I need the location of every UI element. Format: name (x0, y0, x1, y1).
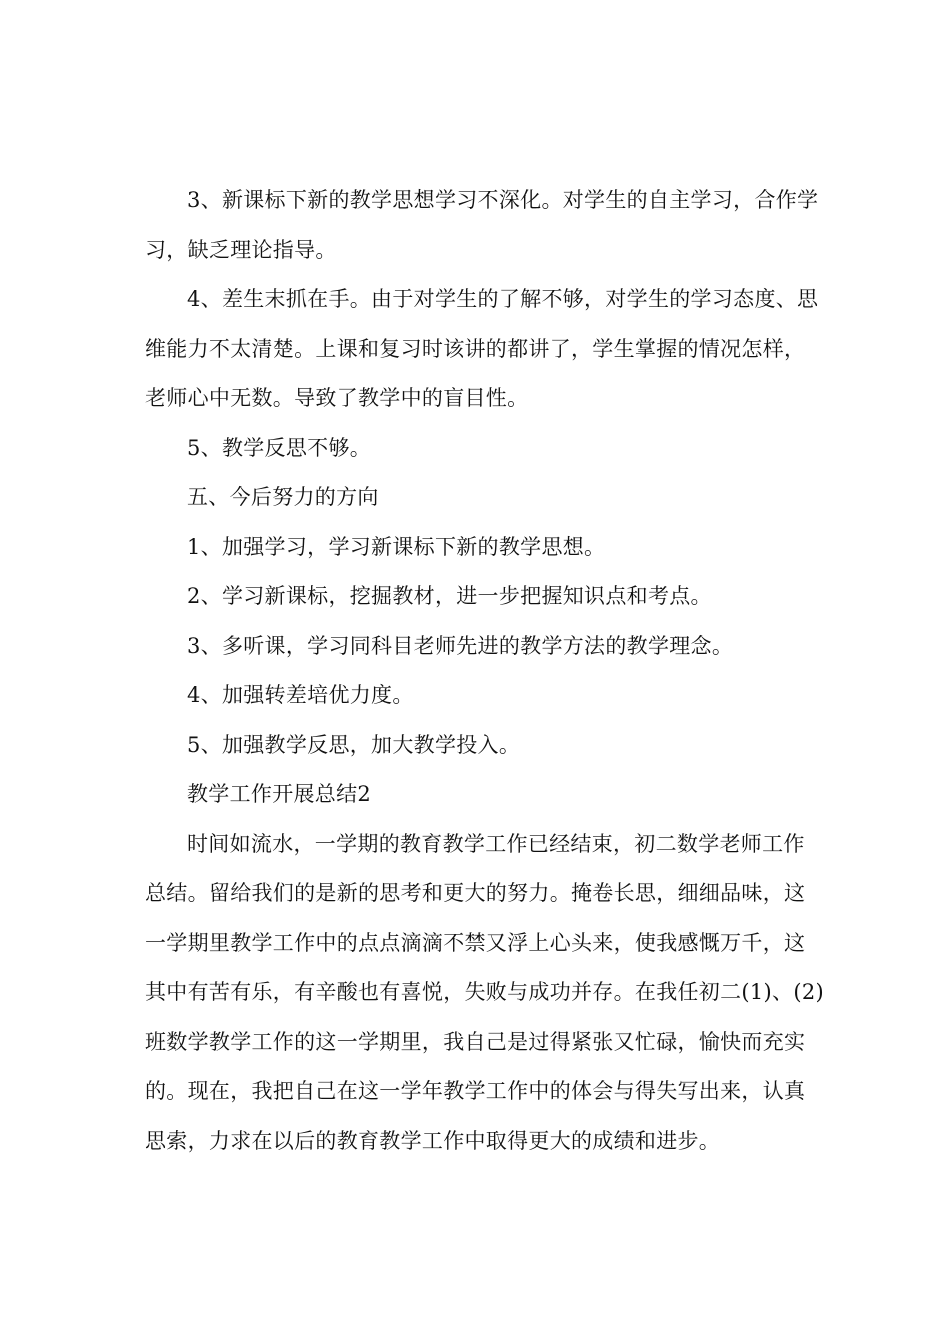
paragraph-shortcoming-3: 3、新课标下新的教学思想学习不深化。对学生的自主学习，合作学习，缺乏理论指导。 (145, 188, 819, 262)
paragraph-direction-3: 3、多听课，学习同科目老师先进的教学方法的教学理念。 (187, 633, 734, 658)
paragraph-direction-5: 5、加强教学反思，加大教学投入。 (187, 732, 521, 757)
paragraph-shortcoming-5: 5、教学反思不够。 (187, 435, 372, 460)
paragraph-direction-1: 1、加强学习，学习新课标下新的教学思想。 (187, 534, 606, 559)
paragraph-shortcoming-4: 4、差生末抓在手。由于对学生的了解不够，对学生的学习态度、思维能力不太清楚。上课和复习时该讲的都讲了，学生掌握的情况怎样，老师心中无数。导致了教学中的盲目性。 (145, 287, 819, 410)
paragraph-direction-4: 4、加强转差培优力度。 (187, 683, 414, 707)
paragraph-summary-intro: 时间如流水，一学期的教育教学工作已经结束，初二数学老师工作总结。留给我们的是新的思考和更大的努力。掩卷长思，细细品味，这一学期里教学工作中的点点滴滴不禁又浮上心头来，使我感慨万千，这其中有苦有乐，有辛酸也有喜悦，失败与成功并存。在我任初二(1)、(2)班数学教学工作的这一学期里，我自己是过得紧张又忙碌，愉快而充实的。现在，我把自己在这一学年教学工作中的体会与得失写出来，认真思索，力求在以后的教育教学工作中取得更大的成绩和进步。 (145, 831, 824, 1153)
paragraph-direction-2: 2、学习新课标，挖掘教材，进一步把握知识点和考点。 (187, 584, 712, 608)
section-heading-future-direction: 五、今后努力的方向 (187, 485, 379, 509)
document-body (145, 176, 825, 1166)
section-title-summary-2: 教学工作开展总结2 (187, 782, 372, 806)
